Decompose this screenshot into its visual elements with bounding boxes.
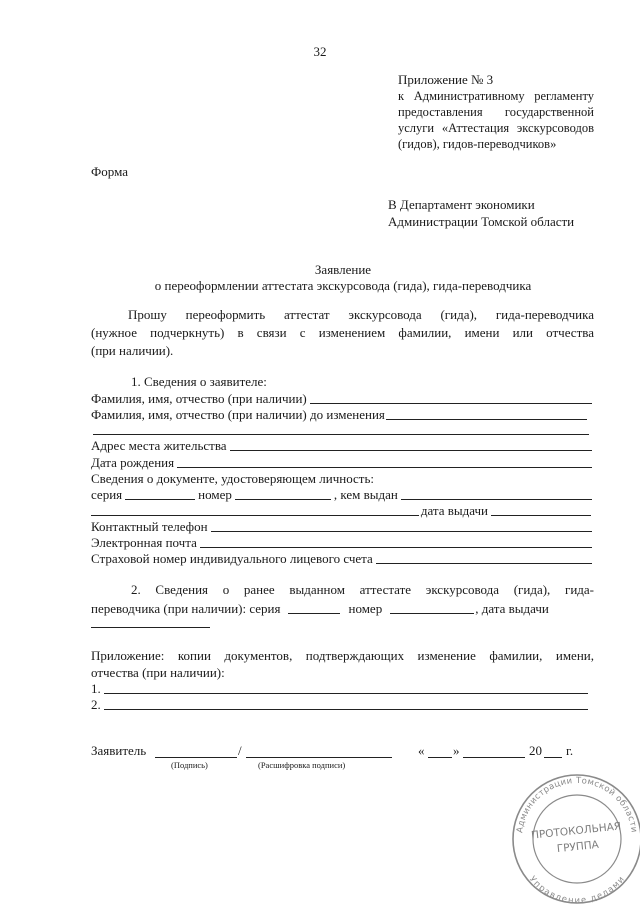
date-day-line[interactable] <box>428 757 452 758</box>
section2-row <box>91 599 594 617</box>
stamp-center-line-1: ПРОТОКОЛЬНАЯ <box>530 820 622 842</box>
issue-date-row <box>91 503 594 519</box>
request-line-2: (нужное подчеркнуть) в связи с изменением фамилии, имени или отчества <box>91 325 594 340</box>
applicant-label: Заявитель <box>91 743 147 758</box>
issued-by-line[interactable] <box>401 499 592 500</box>
date-open-quote: « <box>418 743 425 758</box>
appendix-line-4: услуги «Аттестация экскурсоводов <box>398 121 594 135</box>
id-doc-series-row <box>91 487 594 503</box>
date-close-quote: » <box>453 743 460 758</box>
address-label: Адрес места жительства <box>91 438 227 453</box>
fio-line[interactable] <box>310 403 592 404</box>
attachment-item-1-label: 1. <box>91 681 101 696</box>
snils-field[interactable] <box>91 551 594 567</box>
decode-caption: (Расшифровка подписи) <box>258 760 346 770</box>
stamp-center-line-2: ГРУППА <box>556 838 600 856</box>
section2-number-line[interactable] <box>390 613 474 614</box>
phone-field[interactable] <box>91 519 594 535</box>
section1-heading: 1. Сведения о заявителе: <box>131 374 267 389</box>
document-subtitle: о переоформлении аттестата экскурсовода (гида), гида-переводчика <box>154 278 532 293</box>
date-year-prefix: 20 <box>529 743 542 758</box>
official-stamp <box>510 772 640 905</box>
stamp-ring-bottom-text: Управление делами <box>527 874 627 905</box>
address-field[interactable] <box>91 438 594 454</box>
request-line-3: (при наличии). <box>91 343 174 358</box>
issued-by-label: , кем выдан <box>333 487 398 502</box>
email-line[interactable] <box>200 547 592 548</box>
birth-date-line[interactable] <box>177 467 592 468</box>
number-line[interactable] <box>235 499 331 500</box>
form-label: Форма <box>91 164 128 179</box>
email-field[interactable] <box>91 535 594 551</box>
section2-line-1: 2. Сведения о ранее выданном аттестате экскурсовода (гида), гида- <box>131 582 594 597</box>
fio-before-label: Фамилия, имя, отчество (при наличии) до изменения <box>91 407 385 422</box>
date-year-suffix: г. <box>566 743 574 758</box>
section2-prefix: переводчика (при наличии): серия <box>91 601 281 616</box>
snils-label: Страховой номер индивидуального лицевого счета <box>91 551 373 566</box>
phone-label: Контактный телефон <box>91 519 208 534</box>
attachment-line-1: Приложение: копии документов, подтверждающих изменение фамилии, имени, <box>91 648 594 663</box>
fio-before-line[interactable] <box>386 419 587 420</box>
attachment-line-2: отчества (при наличии): <box>91 665 225 680</box>
series-line[interactable] <box>125 499 195 500</box>
date-month-line[interactable] <box>463 757 525 758</box>
number-label: номер <box>198 487 232 502</box>
address-line[interactable] <box>230 450 592 451</box>
section2-issue-date-line[interactable] <box>91 627 210 628</box>
series-label: серия <box>91 487 123 502</box>
attachment-item-2-label: 2. <box>91 697 101 712</box>
section2-number-label: номер <box>348 601 383 616</box>
birth-date-label: Дата рождения <box>91 455 175 470</box>
appendix-line-3: предоставления государственной <box>398 105 594 119</box>
stamp-ring-top-text: Администрации Томской области <box>515 775 639 834</box>
attachment-item-2[interactable] <box>91 697 594 713</box>
issue-date-label: дата выдачи <box>420 503 488 518</box>
attachment-item-1[interactable] <box>91 681 594 697</box>
snils-line[interactable] <box>376 563 592 564</box>
addressee-line-1: В Департамент экономики <box>388 197 535 212</box>
appendix-line-2: к Административному регламенту <box>398 89 594 103</box>
fio-before-extra-line[interactable] <box>93 434 589 435</box>
attachment-item-2-line[interactable] <box>104 709 588 710</box>
issue-date-line[interactable] <box>491 515 591 516</box>
email-label: Электронная почта <box>91 535 197 550</box>
fio-field[interactable] <box>91 391 594 407</box>
attachment-item-1-line[interactable] <box>104 693 588 694</box>
date-year-line[interactable] <box>544 757 562 758</box>
request-line-1: Прошу переоформить аттестат экскурсовода (гида), гида-переводчика <box>128 307 594 322</box>
fio-label: Фамилия, имя, отчество (при наличии) <box>91 391 307 406</box>
sign-caption: (Подпись) <box>171 760 208 770</box>
birth-date-field[interactable] <box>91 455 594 471</box>
fio-before-field[interactable] <box>91 407 589 423</box>
appendix-line-1: Приложение № 3 <box>398 72 494 87</box>
phone-line[interactable] <box>211 531 592 532</box>
section2-issue-date-label: , дата выдачи <box>475 601 549 616</box>
document-title: Заявление <box>314 262 372 277</box>
addressee-line-2: Администрации Томской области <box>388 214 575 229</box>
section2-series-line[interactable] <box>288 613 340 614</box>
id-doc-label: Сведения о документе, удостоверяющем личность: <box>91 471 375 486</box>
appendix-line-5: (гидов), гидов-переводчиков» <box>398 137 557 151</box>
signature-line[interactable] <box>155 757 237 758</box>
decode-line[interactable] <box>246 757 392 758</box>
signature-slash: / <box>238 743 242 758</box>
page-number: 32 <box>313 44 327 59</box>
issued-by-extra-line[interactable] <box>91 515 419 516</box>
